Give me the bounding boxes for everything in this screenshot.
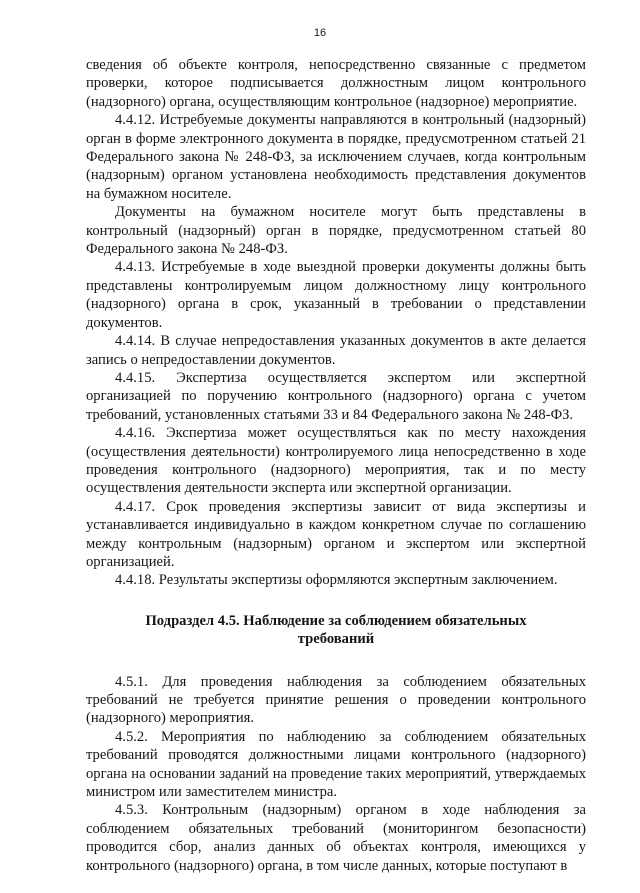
- paragraph: 4.4.16. Экспертиза может осуществляться как по месту нахождения (осуществления деятельности) контролируемого лица непосредственно в ходе проведения контрольного (надзорного) мероприятия, так и по месту осуществления деятельности эксперта или экспертной организации.: [86, 425, 586, 497]
- paragraph: 4.4.13. Истребуемые в ходе выездной проверки документы должны быть представлены контролируемым лицом должностному лицу контрольного (надзорного) органа в срок, указанный в требовании о представлении документов.: [86, 259, 586, 331]
- paragraph: 4.4.12. Истребуемые документы направляются в контрольный (надзорный) орган в форме электронного документа в порядке, предусмотренном статьей 21 Федерального закона № 248-ФЗ, за исключением случаев, когда контрольным (надзорным) органом установлена необходимость представления документов на бумажном носителе.: [86, 112, 586, 202]
- page-number: 16: [313, 27, 327, 39]
- section-heading: Подраздел 4.5. Наблюдение за соблюдением обязательных требований: [145, 612, 527, 648]
- paragraph: 4.4.15. Экспертиза осуществляется экспертом или экспертной организацией по поручению контрольного (надзорного) органа с учетом требований, установленных статьями 33 и 84 Федерального закона № 248-ФЗ.: [86, 369, 586, 423]
- paragraph: 4.5.3. Контрольным (надзорным) органом в ходе наблюдения за соблюдением обязательных требований (мониторингом безопасности) проводится сбор, анализ данных об объектах контроля, имеющихся у контрольного (надзорного) органа, в том числе данных, которые поступают в: [86, 802, 586, 874]
- paragraph: сведения об объекте контроля, непосредственно связанные с предметом проверки, которое подписывается должностным лицом контрольного (надзорного) органа, осуществляющим контрольное (надзорное) мероприятие.: [86, 57, 586, 110]
- body-text: [86, 56, 586, 875]
- paragraph: 4.4.14. В случае непредоставления указанных документов в акте делается запись о непредоставлении документов.: [86, 333, 586, 368]
- paragraph: 4.5.2. Мероприятия по наблюдению за соблюдением обязательных требований проводятся должностными лицами контрольного (надзорного) органа на основании заданий на проведение таких мероприятий, утверждаемых министром или заместителем министра.: [86, 728, 586, 801]
- paragraph: 4.4.17. Срок проведения экспертизы зависит от вида экспертизы и устанавливается индивидуально в каждом конкретном случае по соглашению между контрольным (надзорным) органом и экспертом или экспертной организацией.: [86, 498, 586, 570]
- paragraph: 4.4.18. Результаты экспертизы оформляются экспертным заключением.: [115, 572, 558, 589]
- paragraph: Документы на бумажном носителе могут быть представлены в контрольный (надзорный) орган в порядке, предусмотренном статьей 80 Федерального закона № 248-ФЗ.: [86, 204, 586, 258]
- paragraph: 4.5.1. Для проведения наблюдения за соблюдением обязательных требований не требуется принятие решения о проведении контрольного (надзорного) мероприятия.: [86, 673, 586, 727]
